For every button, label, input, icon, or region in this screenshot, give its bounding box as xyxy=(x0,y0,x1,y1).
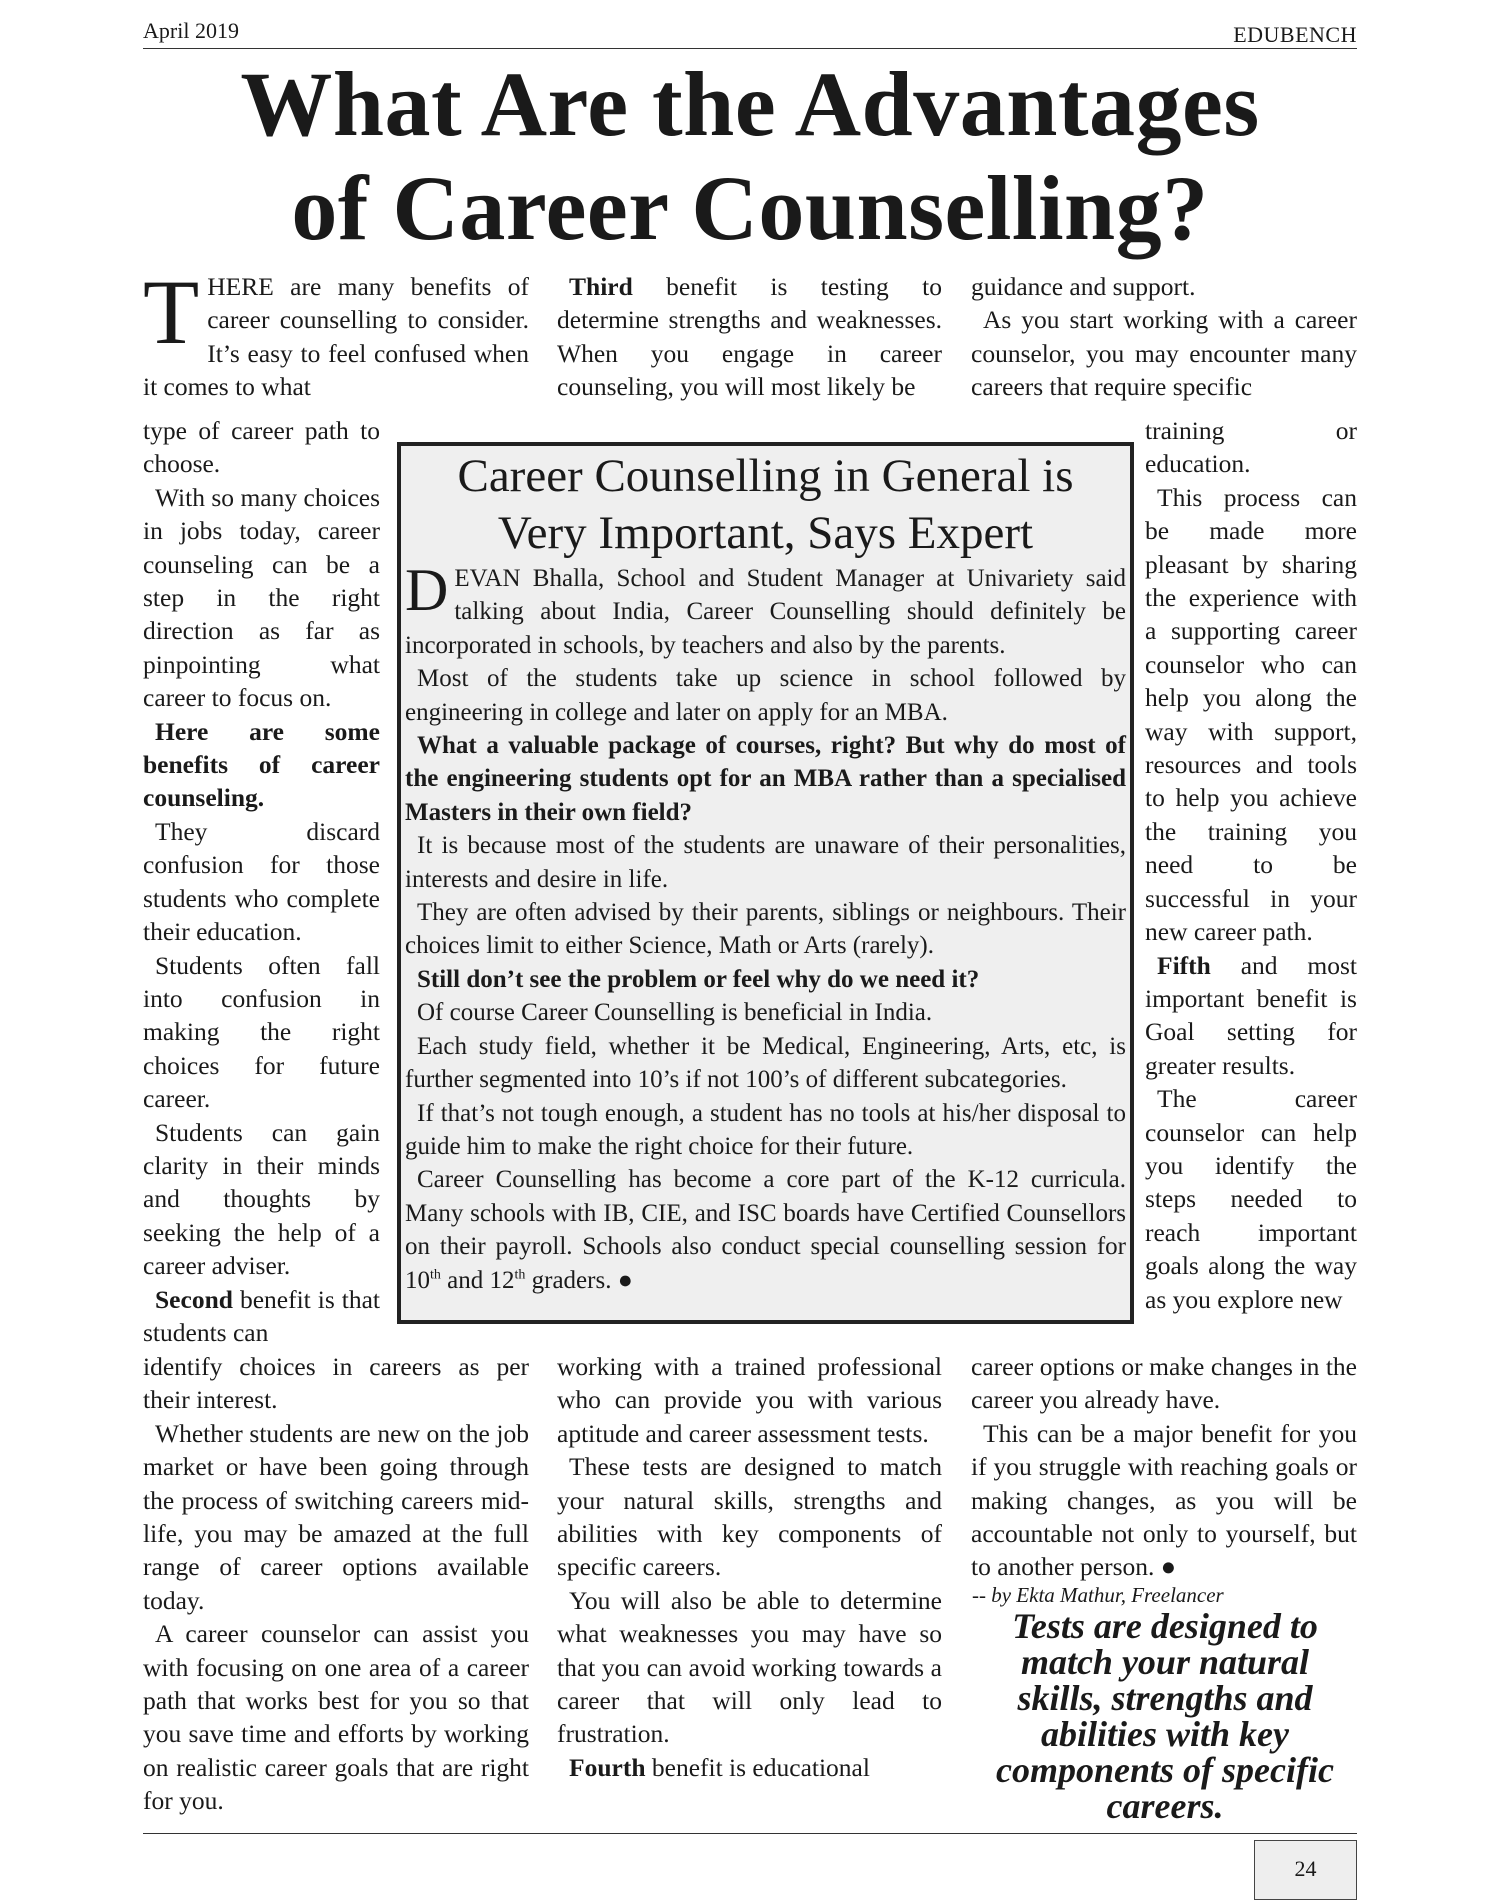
column-2-top xyxy=(557,270,942,404)
fifth-benefit-paragraph: Fifth and most important benefit is Goal setting for greater results. xyxy=(1145,950,1357,1080)
narrow-paragraph: type of career path to choose. xyxy=(143,416,380,479)
third-benefit-paragraph: Third benefit is testing to determine strengths and weaknesses. When you engage in career counseling, you will most likely be xyxy=(557,272,942,402)
col2-paragraph: These tests are designed to match your natural skills, strengths and abilities with key components of specific careers. xyxy=(557,1452,942,1582)
sidebar-paragraph: Each study field, whether it be Medical, Engineering, Arts, etc, is further segmented into 10’s if not 100’s of different subcategories. xyxy=(405,1032,1126,1094)
col3-paragraph: This can be a major benefit for you if you struggle with reaching goals or making changes, as you will be accountable not only to yourself, but to another person. ● xyxy=(971,1418,1357,1582)
sidebar-title-line-1: Career Counselling in General is xyxy=(457,450,1074,502)
narrow-paragraph: With so many choices in jobs today, career counseling can be a step in the right direction as far as pinpointing what career to focus on. xyxy=(143,482,380,713)
pull-quote: Tests are designed to match your natural skills, strengths and abilities with key components of specific careers. xyxy=(996,1606,1334,1826)
column-3-top xyxy=(971,270,1357,404)
sidebar-paragraph: Career Counselling has become a core part of the K-12 curricula. Many schools with IB, CIE, and ISC boards have Certified Counsellors on their payroll. Schools also conduct special counselling session for 10th and 12th graders. ● xyxy=(405,1166,1126,1294)
right-narrow-column xyxy=(1145,414,1357,1316)
column-1-top xyxy=(143,261,529,404)
col3-paragraph-1: guidance and support. xyxy=(971,272,1196,301)
narrow-paragraph: training or education. xyxy=(1145,416,1357,479)
narrow-paragraph: They discard confusion for those students who complete their education. xyxy=(143,816,380,947)
intro-paragraph: THERE are many benefits of career counselling to consider. It’s easy to feel confused when it comes to what xyxy=(143,261,529,402)
narrow-paragraph: Students often fall into confusion in making the right choices for future career. xyxy=(143,950,380,1114)
article-headline xyxy=(143,52,1357,260)
author-byline: -- by Ekta Mathur, Freelancer xyxy=(972,1583,1224,1607)
sidebar-paragraph: It is because most of the students are unaware of their personalities, interests and desire in life. xyxy=(405,832,1126,893)
issue-date: April 2019 xyxy=(143,18,239,43)
narrow-paragraph: Students can gain clarity in their minds and thoughts by seeking the help of a career adviser. xyxy=(143,1117,380,1281)
col1-paragraph: Whether students are new on the job market or have been going through the process of switching careers mid-life, you may be amazed at the full range of career options available today. xyxy=(143,1418,529,1615)
col1-paragraph: identify choices in careers as per their interest. xyxy=(143,1352,529,1415)
sidebar-title-line-2: Very Important, Says Expert xyxy=(497,507,1034,559)
benefits-heading: Here are some benefits of career counseling. xyxy=(143,716,380,813)
footer-divider xyxy=(143,1833,1357,1834)
sidebar-paragraph: DEVAN Bhalla, School and Student Manager at Univariety said talking about India, Career Counselling should definitely be incorporated in schools, by teachers and also by the parents. xyxy=(405,557,1126,659)
narrow-paragraph: The career counselor can help you identify the steps needed to reach important goals along the way as you explore new xyxy=(1145,1084,1357,1314)
column-1-bottom xyxy=(143,1350,529,1818)
column-3-bottom xyxy=(971,1350,1357,1584)
header-divider xyxy=(143,48,1357,49)
narrow-paragraph: This process can be made more pleasant by sharing the experience with a supporting career counselor who can help you along the way with support, resources and tools to help you achieve the training you need to be successful in your new career path. xyxy=(1145,482,1357,947)
expert-sidebar-box xyxy=(397,442,1134,1324)
sidebar-question: Still don’t see the problem or feel why do we need it? xyxy=(417,965,980,993)
col3-paragraph-2: As you start working with a career counselor, you may encounter many careers that require specific xyxy=(971,305,1357,402)
drop-cap-t: T xyxy=(143,261,200,363)
sidebar-paragraph: If that’s not tough enough, a student has no tools at his/her disposal to guide him to make the right choice for their future. xyxy=(405,1099,1126,1160)
sidebar-paragraph: They are often advised by their parents, siblings or neighbours. Their choices limit to either Science, Math or Arts (rarely). xyxy=(405,899,1126,960)
col3-paragraph: career options or make changes in the career you already have. xyxy=(971,1352,1357,1415)
left-narrow-column xyxy=(143,414,380,1349)
col2-paragraph: working with a trained professional who can provide you with various aptitude and career assessment tests. xyxy=(557,1352,942,1448)
col2-paragraph: You will also be able to determine what weaknesses you may have so that you can avoid working towards a career that will only lead to frustration. xyxy=(557,1585,942,1749)
sidebar-question: What a valuable package of courses, right? But why do most of the engineering students opt for an MBA rather than a specialised Masters in their own field? xyxy=(405,732,1126,826)
sidebar-body xyxy=(405,557,1126,1297)
drop-cap-d: D xyxy=(405,557,449,623)
col1-paragraph: A career counselor can assist you with focusing on one area of a career path that works best for you so that you save time and efforts by working on realistic career goals that are right for you. xyxy=(143,1619,529,1816)
publication-name: EDUBENCH xyxy=(1233,22,1357,47)
page-number: 24 xyxy=(1254,1840,1357,1900)
column-2-bottom xyxy=(557,1350,942,1784)
second-benefit-paragraph: Second benefit is that students can xyxy=(143,1284,380,1347)
fourth-benefit-paragraph: Fourth benefit is educational xyxy=(569,1752,870,1782)
sidebar-title xyxy=(405,448,1126,562)
sidebar-paragraph: Most of the students take up science in school followed by engineering in college and later on apply for an MBA. xyxy=(405,665,1126,726)
headline-line-2: of Career Counselling? xyxy=(291,157,1209,259)
sidebar-paragraph: Of course Career Counselling is beneficial in India. xyxy=(417,999,933,1027)
headline-line-1: What Are the Advantages xyxy=(240,53,1260,155)
